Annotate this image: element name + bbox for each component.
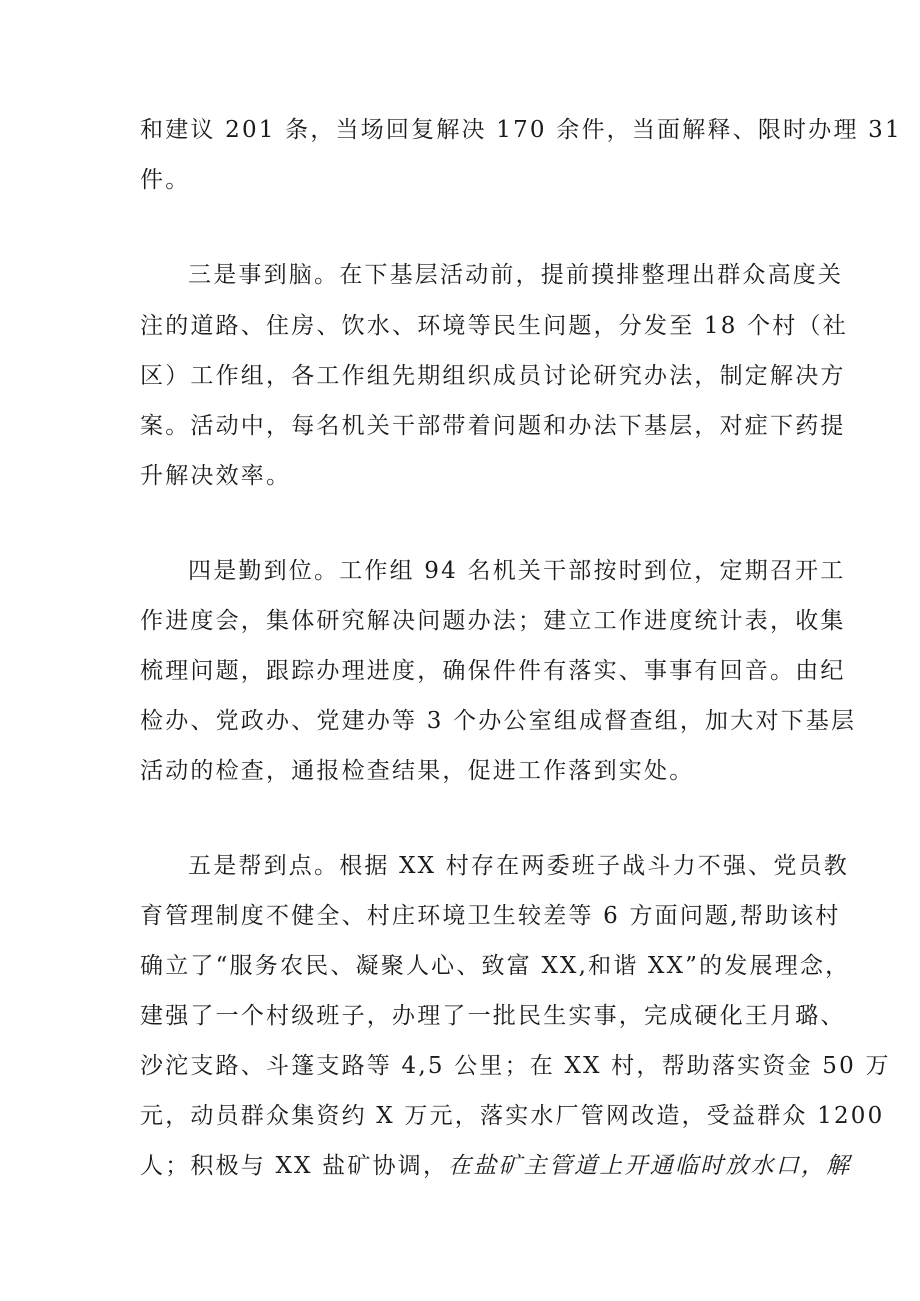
paragraph-line: 建强了一个村级班子，办理了一批民生实事，完成硬化王月璐、 xyxy=(140,1003,846,1029)
paragraph-line xyxy=(140,1146,851,1186)
paragraph-line: 元，动员群众集资约 X 万元，落实水厂管网改造，受益群众 1200 xyxy=(140,1103,885,1129)
line-segment: 人；积极与 XX 盐矿协调， xyxy=(140,1153,449,1179)
paragraph-line: 沙沱支路、斗篷支路等 4,5 公里；在 XX 村，帮助落实资金 50 万 xyxy=(140,1053,891,1079)
paragraph-line: 案。活动中，每名机关干部带着问题和办法下基层，对症下药提 xyxy=(140,413,846,439)
paragraph-line: 四是勤到位。工作组 94 名机关干部按时到位，定期召开工 xyxy=(188,558,846,584)
paragraph-line: 作进度会，集体研究解决问题办法；建立工作进度统计表，收集 xyxy=(140,608,846,634)
paragraph-line: 升解决效率。 xyxy=(140,463,292,489)
paragraph-line: 活动的检查，通报检查结果，促进工作落到实处。 xyxy=(140,758,695,784)
paragraph-line: 注的道路、住房、饮水、环境等民生问题，分发至 18 个村（社 xyxy=(140,313,848,339)
line-segment-italic: 在盐矿主管道上开通临时放水口，解 xyxy=(448,1153,852,1179)
paragraph-line: 确立了“服务农民、凝聚人心、致富 XX,和谐 XX”的发展理念， xyxy=(140,953,851,979)
paragraph-line: 和建议 201 条，当场回复解决 170 余件，当面解释、限时办理 31 xyxy=(140,117,902,143)
paragraph-line: 件。 xyxy=(140,167,191,193)
paragraph-line: 五是帮到点。根据 XX 村存在两委班子战斗力不强、党员教 xyxy=(188,853,849,879)
paragraph-line: 三是事到脑。在下基层活动前，提前摸排整理出群众高度关 xyxy=(188,262,844,288)
paragraph-line: 梳理问题，跟踪办理进度，确保件件有落实、事事有回音。由纪 xyxy=(140,658,846,684)
paragraph-line: 检办、党政办、党建办等 3 个办公室组成督查组，加大对下基层 xyxy=(140,708,857,734)
paragraph-line: 育管理制度不健全、村庄环境卫生较差等 6 方面问题,帮助该村 xyxy=(140,903,841,929)
paragraph-line: 区）工作组，各工作组先期组织成员讨论研究办法，制定解决方 xyxy=(140,363,846,389)
